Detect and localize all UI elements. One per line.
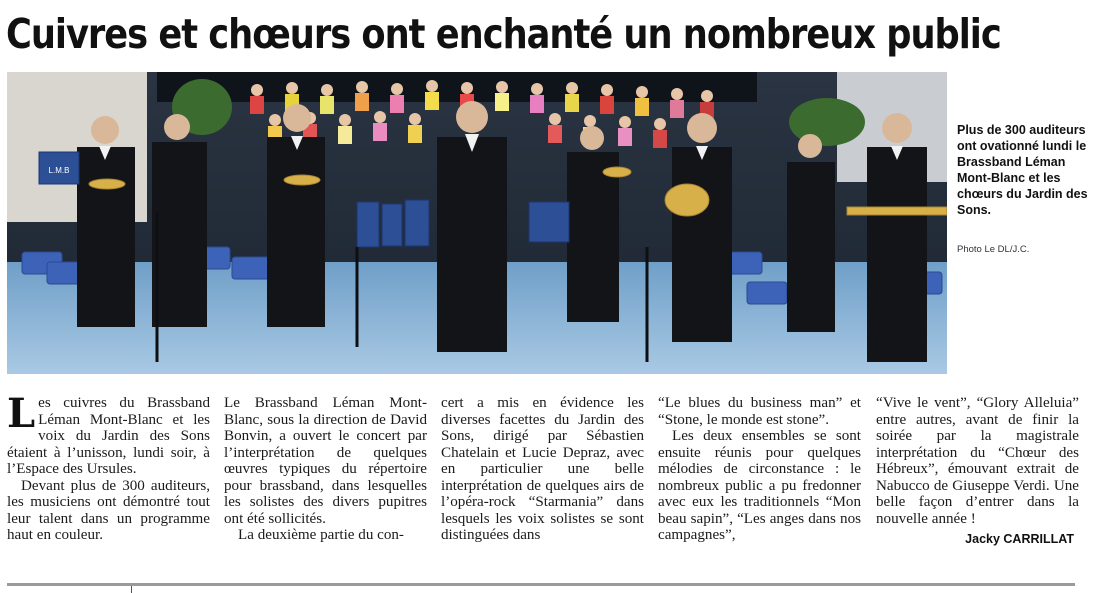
article-paragraph: Les cuivres du Brassband Léman Mont-Blanc et les voix du Jardin des Sons étaient à l’unisson, lundi soir, à l’Espace des Ursules. [7, 390, 210, 478]
article-paragraph: “Vive le vent”, “Glory Alleluia” entre autres, avant de finir la soirée par la magistrale interprétation du “Chœur des Hébreux”, émouvant extrait de Nabucco de Giuseppe Verdi. Une belle façon d’entrer dans la nouvelle année ! [876, 395, 1079, 527]
article-paragraph: “Le blues du business man” et “Stone, le monde est stone”. [658, 395, 861, 428]
article-paragraph: La deuxième partie du con- [238, 527, 404, 544]
article-column-5 [876, 395, 1079, 527]
article-paragraph: cert a mis en évidence les diverses facettes du Jardin des Sons, dirigé par Sébastien Chatelain et Lucie Depraz, avec en particulier une belle interprétation de quelques airs de l’opéra-rock “Starmania” dans lesquels les voix solistes se sont distinguées dans [441, 395, 644, 544]
article-headline: Cuivres et chœurs ont enchanté un nombreux public [6, 10, 1001, 58]
article-paragraph: Devant plus de 300 auditeurs, les musiciens ont démontré tout leur talent dans un programme haut en couleur. [7, 477, 210, 544]
article-column-2 [224, 395, 427, 544]
article-column-3 [441, 395, 644, 544]
dropcap-letter: L [7, 390, 36, 437]
divider-tick [131, 586, 132, 593]
photo-caption: Plus de 300 auditeurs ont ovationné lundi le Brassband Léman Mont-Blanc et les chœurs du Jardin des Sons. [957, 123, 1088, 217]
photo-credit: Photo Le DL/J.C. [957, 244, 1030, 255]
article-paragraph: Les deux ensembles se sont ensuite réunis pour quelques mélodies de circonstance : le nombreux public a pu fredonner avec eux les traditionnels “Mon beau sapin”, “Les anges dans nos campagnes”, [658, 428, 861, 544]
concert-photo [7, 72, 947, 374]
article-column-4 [658, 395, 861, 544]
article-column-1 [7, 390, 210, 544]
music-stand-logo: L.M.B [48, 166, 70, 175]
article-paragraph: Le Brassband Léman Mont-Blanc, sous la direction de David Bonvin, a ouvert le concert par l’interprétation de quelques œuvres typiques du répertoire pour brassband, dans lesquelles les solistes des divers pupitres ont été sollicités. [224, 395, 427, 527]
article-author: Jacky CARRILLAT [965, 532, 1074, 546]
bottom-divider [7, 583, 1075, 586]
